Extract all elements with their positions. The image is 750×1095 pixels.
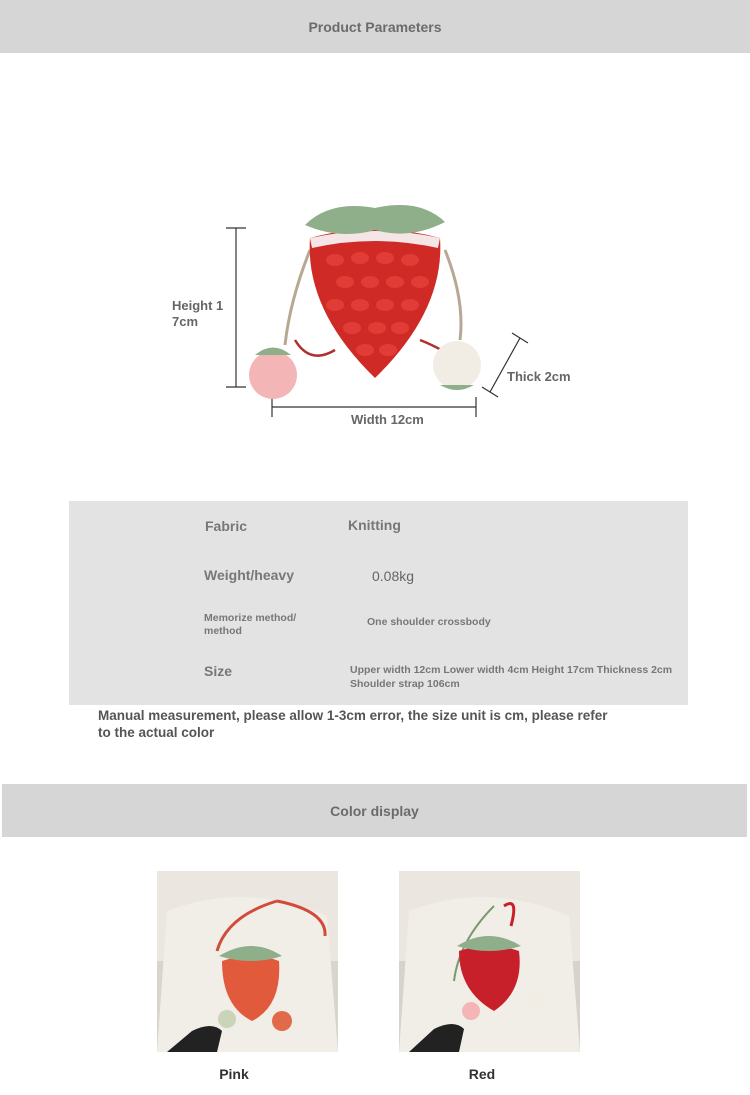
spec-table bbox=[69, 501, 688, 705]
pink-variant-photo[interactable] bbox=[157, 871, 338, 1052]
red-label: Red bbox=[468, 1066, 496, 1082]
thick-label: Thick 2cm bbox=[507, 369, 571, 384]
measurement-note: Manual measurement, please allow 1-3cm error, the size unit is cm, please refer to the actual color bbox=[98, 708, 608, 740]
section-title: Product Parameters bbox=[308, 18, 442, 35]
product-diagram bbox=[160, 190, 580, 440]
pink-label: Pink bbox=[219, 1066, 249, 1082]
section-title: Color display bbox=[330, 802, 419, 819]
color-display-banner bbox=[2, 784, 747, 837]
spec-value-weight: 0.08kg bbox=[372, 568, 415, 584]
height-label: Height 1 7cm bbox=[172, 298, 224, 329]
spec-label-weight: Weight/heavy bbox=[204, 567, 294, 583]
spec-value-fabric: Knitting bbox=[348, 517, 401, 533]
spec-value-size: Upper width 12cm Lower width 4cm Height 17cm Thickness 2cm Shoulder strap 106cm bbox=[350, 664, 673, 690]
red-variant-photo[interactable] bbox=[399, 871, 580, 1052]
spec-label-size: Size bbox=[204, 663, 233, 679]
width-label: Width 12cm bbox=[351, 412, 424, 427]
spec-label-fabric: Fabric bbox=[205, 518, 248, 534]
spec-label-method: Memorize method/ method bbox=[204, 612, 297, 637]
product-parameters-banner bbox=[0, 0, 750, 53]
spec-value-method: One shoulder crossbody bbox=[367, 616, 491, 628]
